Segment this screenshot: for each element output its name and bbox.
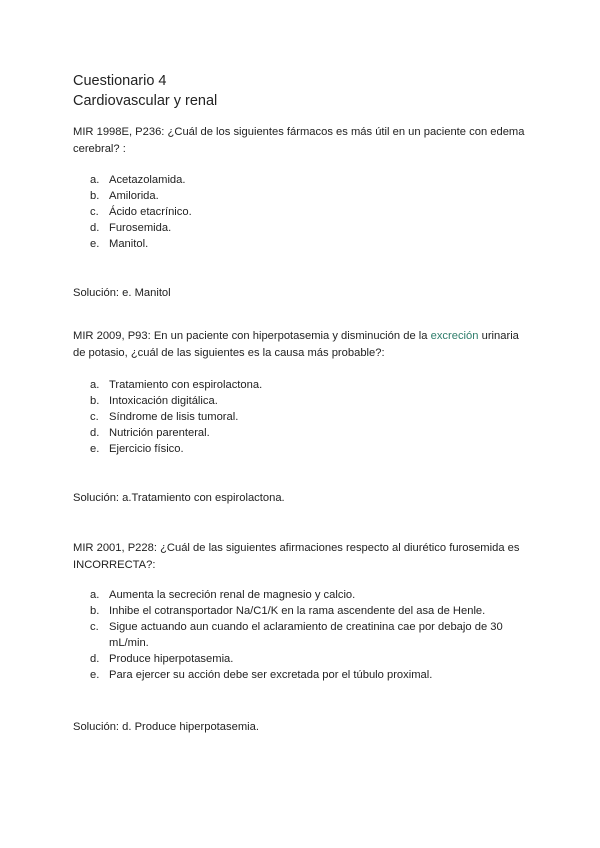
excrecion-link[interactable]: excreción [430, 330, 479, 342]
option-item [90, 409, 530, 425]
option-item [90, 377, 530, 393]
option-text: Para ejercer su acción debe ser excretada por el túbulo proximal. [109, 669, 433, 682]
option-item [90, 204, 530, 220]
option-item [90, 236, 530, 252]
option-letter: a. [90, 174, 100, 186]
option-text: Amilorida. [109, 190, 159, 203]
option-letter: c. [90, 411, 99, 424]
question-2-stem-start: MIR 2009, P93: En un paciente con hiperpotasemia y disminución de la [73, 330, 431, 342]
question-1-stem: MIR 1998E, P236: ¿Cuál de los siguientes fármacos es más útil en un paciente con edema cerebral? : [73, 126, 525, 155]
option-letter: b. [90, 395, 100, 408]
option-letter: e. [90, 443, 100, 456]
option-item [90, 220, 530, 236]
option-letter: b. [90, 605, 100, 618]
option-text: Ejercicio físico. [109, 443, 184, 456]
option-item [90, 172, 530, 188]
option-letter: d. [90, 653, 100, 666]
title-line-1: Cuestionario 4 [73, 73, 167, 89]
question-2-solution: Solución: a.Tratamiento con espirolactona. [73, 492, 285, 504]
option-letter: c. [90, 206, 99, 219]
option-text: Acetazolamida. [109, 174, 186, 186]
option-letter: a. [90, 379, 100, 391]
option-letter: e. [90, 669, 100, 682]
question-3-stem: MIR 2001, P228: ¿Cuál de las siguientes afirmaciones respecto al diurético furosemida es INCORRECTA?: [73, 542, 520, 571]
option-item [90, 619, 530, 651]
option-letter: d. [90, 427, 100, 440]
option-text: Manitol. [109, 238, 149, 251]
option-letter: e. [90, 238, 100, 251]
option-text: Produce hiperpotasemia. [109, 653, 234, 666]
option-item [90, 667, 530, 683]
option-text: Intoxicación digitálica. [109, 395, 218, 408]
option-item [90, 651, 530, 667]
option-letter: a. [90, 589, 100, 601]
option-text: Aumenta la secreción renal de magnesio y calcio. [109, 589, 356, 601]
option-item [90, 425, 530, 441]
option-item [90, 441, 530, 457]
option-letter: c. [90, 621, 99, 634]
question-2-stem [73, 328, 533, 361]
option-item [90, 188, 530, 204]
option-text: Tratamiento con espirolactona. [109, 379, 263, 391]
option-item [90, 603, 530, 619]
document-title [73, 71, 217, 111]
option-text: Furosemida. [109, 222, 172, 235]
option-item [90, 393, 530, 409]
question-3-solution: Solución: d. Produce hiperpotasemia. [73, 721, 259, 733]
option-item [90, 587, 530, 603]
option-letter: d. [90, 222, 100, 235]
option-letter: b. [90, 190, 100, 203]
option-text: Síndrome de lisis tumoral. [109, 411, 239, 424]
option-text: Sigue actuando aun cuando el aclaramiento de creatinina cae por debajo de 30 mL/min. [109, 621, 503, 650]
option-text: Ácido etacrínico. [109, 206, 192, 219]
question-2-options [90, 377, 530, 457]
question-1-options [90, 172, 530, 252]
option-text: Inhibe el cotransportador Na/C1/K en la rama ascendente del asa de Henle. [109, 605, 486, 618]
option-text: Nutrición parenteral. [109, 427, 210, 440]
question-1-solution: Solución: e. Manitol [73, 287, 171, 299]
title-line-2: Cardiovascular y renal [73, 93, 218, 109]
question-2-stem-end: urinaria de potasio, ¿cuál de las siguientes es la causa más probable?: [73, 330, 519, 359]
question-3-options [90, 587, 530, 684]
